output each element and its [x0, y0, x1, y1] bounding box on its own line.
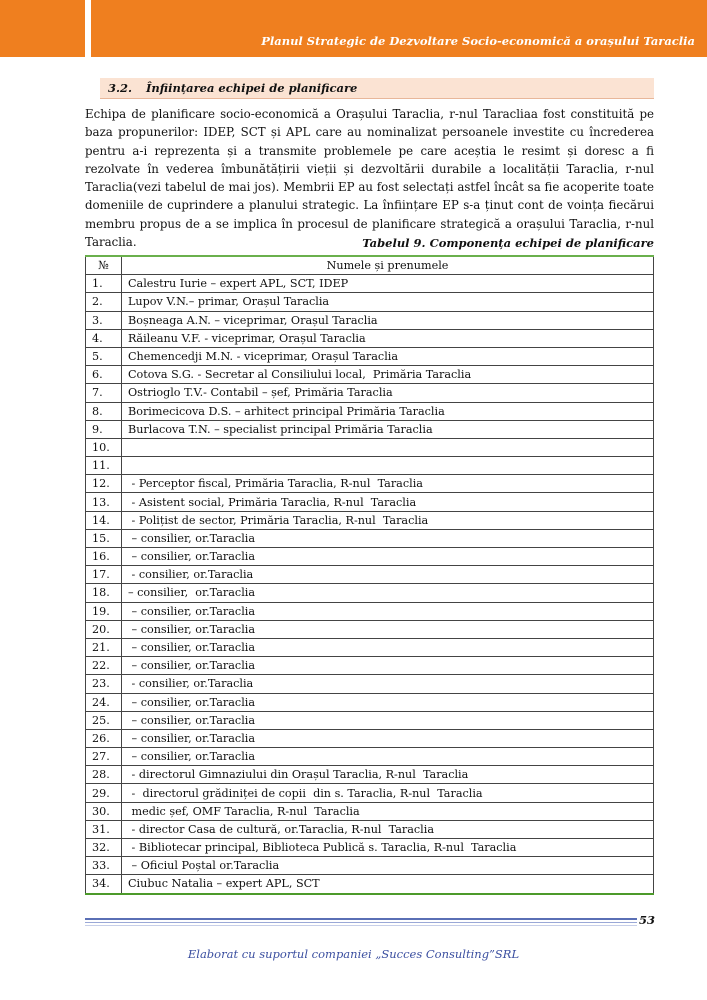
member-name: Borimecicova D.S. – arhitect principal Primăria Taraclia — [122, 402, 654, 420]
member-name: Ciubuc Natalia – expert APL, SCT — [122, 875, 654, 894]
member-name: - directorul grădiniței de copii din s. Taraclia, R-nul Taraclia — [122, 784, 654, 802]
row-number: 12. — [86, 475, 122, 493]
member-name: - director Casa de cultură, or.Taraclia, R-nul Taraclia — [122, 820, 654, 838]
row-number: 3. — [86, 311, 122, 329]
row-number: 22. — [86, 657, 122, 675]
member-name: - Polițist de sector, Primăria Taraclia, R-nul Taraclia — [122, 511, 654, 529]
table-row — [86, 457, 654, 475]
table-row — [86, 420, 654, 438]
row-number: 20. — [86, 620, 122, 638]
member-name: Burlacova T.N. – specialist principal Primăria Taraclia — [122, 420, 654, 438]
table-row — [86, 729, 654, 747]
table-row — [86, 584, 654, 602]
member-name: - consilier, or.Taraclia — [122, 675, 654, 693]
row-number: 34. — [86, 875, 122, 894]
header-accent-block — [0, 0, 85, 57]
member-name: – consilier, or.Taraclia — [122, 584, 654, 602]
row-number: 14. — [86, 511, 122, 529]
header-bar — [91, 0, 707, 57]
table-row — [86, 402, 654, 420]
table-row — [86, 802, 654, 820]
table-row — [86, 384, 654, 402]
member-name: – consilier, or.Taraclia — [122, 620, 654, 638]
table-row — [86, 638, 654, 656]
row-number: 6. — [86, 366, 122, 384]
table-row — [86, 675, 654, 693]
table-row — [86, 784, 654, 802]
row-number: 5. — [86, 347, 122, 365]
row-number: 27. — [86, 748, 122, 766]
footer-rule — [85, 922, 637, 923]
table-row — [86, 766, 654, 784]
member-name: – consilier, or.Taraclia — [122, 657, 654, 675]
table-row — [86, 620, 654, 638]
member-name — [122, 438, 654, 456]
member-name: Calestru Iurie – expert APL, SCT, IDEP — [122, 275, 654, 293]
table-row — [86, 438, 654, 456]
member-name: medic șef, OMF Taraclia, R-nul Taraclia — [122, 802, 654, 820]
table-row — [86, 548, 654, 566]
column-header-nr: № — [86, 256, 122, 275]
row-number: 26. — [86, 729, 122, 747]
member-name: – consilier, or.Taraclia — [122, 711, 654, 729]
table-row — [86, 602, 654, 620]
table-row — [86, 820, 654, 838]
table-row — [86, 839, 654, 857]
row-number: 17. — [86, 566, 122, 584]
row-number: 8. — [86, 402, 122, 420]
row-number: 23. — [86, 675, 122, 693]
row-number: 19. — [86, 602, 122, 620]
member-name: - Asistent social, Primăria Taraclia, R-nul Taraclia — [122, 493, 654, 511]
section-number: 3.2. — [108, 81, 133, 95]
table-row — [86, 329, 654, 347]
row-number: 11. — [86, 457, 122, 475]
row-number: 18. — [86, 584, 122, 602]
footer-rule — [85, 918, 637, 920]
table-row — [86, 711, 654, 729]
footer-note: Elaborat cu suportul companiei „Succes Consulting”SRL — [187, 947, 520, 961]
row-number: 30. — [86, 802, 122, 820]
row-number: 25. — [86, 711, 122, 729]
table-row — [86, 275, 654, 293]
row-number: 28. — [86, 766, 122, 784]
row-number: 32. — [86, 839, 122, 857]
table-row — [86, 748, 654, 766]
table-row — [86, 493, 654, 511]
table-row — [86, 857, 654, 875]
page-header — [0, 0, 707, 57]
table-row — [86, 293, 654, 311]
row-number: 9. — [86, 420, 122, 438]
member-name: – consilier, or.Taraclia — [122, 548, 654, 566]
row-number: 21. — [86, 638, 122, 656]
member-name: - Bibliotecar principal, Biblioteca Publică s. Taraclia, R-nul Taraclia — [122, 839, 654, 857]
row-number: 7. — [86, 384, 122, 402]
row-number: 31. — [86, 820, 122, 838]
member-name: Boșneaga A.N. – viceprimar, Orașul Taraclia — [122, 311, 654, 329]
row-number: 29. — [86, 784, 122, 802]
footer-rule — [85, 925, 637, 926]
member-name: - Perceptor fiscal, Primăria Taraclia, R-nul Taraclia — [122, 475, 654, 493]
member-name: Ostrioglo T.V.- Contabil – șef, Primăria Taraclia — [122, 384, 654, 402]
member-name: – consilier, or.Taraclia — [122, 693, 654, 711]
members-table — [85, 255, 654, 895]
row-number: 33. — [86, 857, 122, 875]
member-name: Cotova S.G. - Secretar al Consiliului local, Primăria Taraclia — [122, 366, 654, 384]
member-name: Răileanu V.F. - viceprimar, Orașul Taraclia — [122, 329, 654, 347]
member-name: – consilier, or.Taraclia — [122, 638, 654, 656]
member-name: - directorul Gimnaziului din Orașul Taraclia, R-nul Taraclia — [122, 766, 654, 784]
table-row — [86, 529, 654, 547]
table-row — [86, 566, 654, 584]
table-row — [86, 657, 654, 675]
section-title: Înființarea echipei de planificare — [146, 81, 358, 95]
member-name: – Oficiul Poștal or.Taraclia — [122, 857, 654, 875]
member-name: – consilier, or.Taraclia — [122, 748, 654, 766]
member-name: Chemencedji M.N. - viceprimar, Orașul Taraclia — [122, 347, 654, 365]
table-row — [86, 347, 654, 365]
member-name: – consilier, or.Taraclia — [122, 729, 654, 747]
row-number: 15. — [86, 529, 122, 547]
row-number: 2. — [86, 293, 122, 311]
member-name: – consilier, or.Taraclia — [122, 529, 654, 547]
member-name — [122, 457, 654, 475]
member-name: – consilier, or.Taraclia — [122, 602, 654, 620]
row-number: 4. — [86, 329, 122, 347]
table-caption: Tabelul 9. Componența echipei de planificare — [362, 236, 654, 250]
table-row — [86, 511, 654, 529]
member-name: - consilier, or.Taraclia — [122, 566, 654, 584]
table-body — [86, 275, 654, 894]
body-paragraph: Echipa de planificare socio-economică a Orașului Taraclia, r-nul Taracliaa fost constituită pe baza propunerilor: IDEP, SCT și APL care au nominalizat persoanele investite cu încrederea pentru a-i reprezenta și a transmite problemele pe care aceștia le resimt și doresc a fi rezolvate în vederea îmbunătățirii vieții și dezvoltării durabile a localității Taraclia, r-nul Taraclia(vezi tabelul de mai jos). Membrii EP au fost selectați astfel încât sa fie acoperite toate domeniile de cuprindere a planului strategic. La înființare EP s-a ținut cont de voința fiecărui membru propus de a se implica în procesul de planificare strategică a orașului Taraclia, r-nul Taraclia. — [85, 107, 654, 250]
table-row — [86, 475, 654, 493]
header-title: Planul Strategic de Dezvoltare Socio-economică a orașului Taraclia — [261, 34, 695, 48]
row-number: 24. — [86, 693, 122, 711]
row-number: 1. — [86, 275, 122, 293]
page-number: 53 — [638, 913, 655, 927]
column-header-name: Numele și prenumele — [122, 256, 654, 275]
table-header-row — [86, 256, 654, 275]
table-row — [86, 875, 654, 894]
row-number: 13. — [86, 493, 122, 511]
member-name: Lupov V.N.– primar, Orașul Taraclia — [122, 293, 654, 311]
table-row — [86, 366, 654, 384]
table-row — [86, 311, 654, 329]
row-number: 16. — [86, 548, 122, 566]
row-number: 10. — [86, 438, 122, 456]
table-row — [86, 693, 654, 711]
